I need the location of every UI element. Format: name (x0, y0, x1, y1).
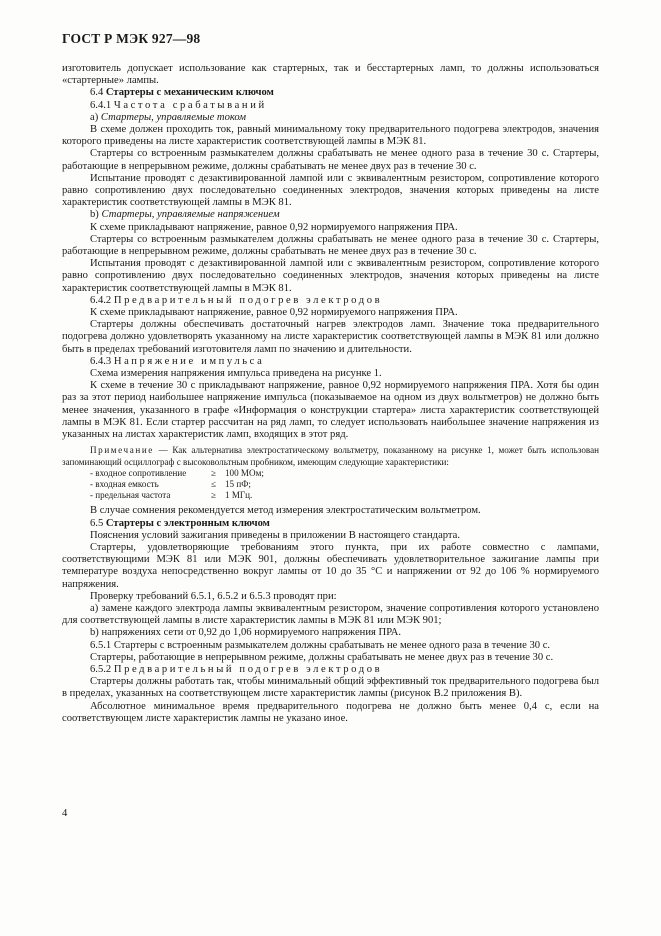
paragraph: К схеме в течение 30 с прикладывают напряжение, равное 0,92 нормируемого напряжения ПРА. Хотя бы один раз за этот период наибольшее напряжение импульса (показываемое на одном из двух вольтметров) не должно быть менее значения, указанного в графе «Информация о конструкции стартера» листа характеристик соответствующей лампы в МЭК 81. Если стартер рассчитан на ряд ламп, то следует использовать наибольшее значение напряжения из указанных на листах характеристик ламп, входящих в этот ряд. (62, 380, 599, 441)
note-paragraph (62, 445, 599, 467)
document-header: ГОСТ Р МЭК 927—98 (62, 31, 201, 46)
paragraph: Стартеры со встроенным размыкателем должны срабатывать не менее одного раза в течение 30 с. Стартеры, работающие в непрерывном режиме, должны срабатывать не менее двух раз в течение 30 с. (62, 233, 599, 258)
paragraph: Стартеры должны обеспечивать достаточный нагрев электродов ламп. Значение тока предварительного подогрева должно удовлетворять указанному на листе характеристик соответствующей лампы в МЭК 81 или должно быть в пределах требований изготовителя ламп по значению и длительности. (62, 319, 599, 355)
spec-list (62, 468, 599, 502)
paragraph: изготовитель допускает использование как стартерных, так и бесстартерных ламп, то должны использоваться «стартерные» лампы. (62, 63, 599, 87)
page-number: 4 (62, 808, 68, 819)
note-label: Примечание (90, 445, 154, 456)
paragraph: Испытание проводят с дезактивированной лампой или с эквивалентным резистором, сопротивление которого равно сопротивлению двух последовательно соединенных электродов, значения которых приведены на листе характеристик соответствующей лампы в МЭК 81. (62, 172, 599, 209)
section-heading-6-4-3: 6.4.3 Напряжение импульса (90, 355, 265, 367)
paragraph: Стартеры со встроенным размыкателем должны срабатывать не менее одного раза в течение 30 с. Стартеры, работающие в непрерывном режиме, должны срабатывать не менее двух раз в течение 30 с. (62, 148, 599, 172)
note-text: — Как альтернатива электростатическому вольтметру, показанному на рисунке 1, может быть использован запоминающий осциллограф с высоковольтным пробником, имеющим следующие характеристики: (62, 445, 599, 467)
paragraph: Проверку требований 6.5.1, 6.5.2 и 6.5.3 проводят при: (90, 590, 337, 602)
paragraph: 6.5.1 Стартеры с встроенным размыкателем должны срабатывать не менее одного раза в течение 30 с. (90, 639, 551, 651)
section-heading-6-4: 6.4 Стартеры с механическим ключом (90, 87, 274, 99)
paragraph: К схеме прикладывают напряжение, равное 0,92 нормируемого напряжения ПРА. (90, 221, 458, 233)
section-heading-6-5: 6.5 Стартеры с электронным ключом (90, 517, 270, 529)
spec-row: - входное сопротивление ≥ 100 МОм; (90, 467, 264, 478)
paragraph: Испытания проводят с дезактивированной лампой или с эквивалентным резистором, сопротивление которого равно сопротивлению двух последовательно соединенных электродов, значения которых приведены на листе характеристик соответствующей лампы в МЭК 81. (62, 258, 599, 294)
paragraph: Стартеры, работающие в непрерывном режиме, должны срабатывать не менее двух раз в течение 30 с. (90, 651, 554, 663)
section-heading-6-5-2: 6.5.2 Предварительный подогрев электродов (90, 663, 383, 675)
paragraph: Стартеры, удовлетворяющие требованиям этого пункта, при их работе совместно с лампами, соответствующими МЭК 81 или МЭК 901, должны обеспечивать удовлетворительное зажигание лампы при температуре воздуха непосредственно вокруг лампы от 10 до 35 °С и напряжении от 92 до 106 % нормируемого напряжения. (62, 541, 599, 590)
paragraph: В случае сомнения рекомендуется метод измерения электростатическим вольтметром. (90, 505, 481, 517)
paragraph: Схема измерения напряжения импульса приведена на рисунке 1. (90, 368, 382, 380)
subheading-a: а) Стартеры, управляемые током (90, 111, 247, 123)
paragraph: К схеме прикладывают напряжение, равное 0,92 нормируемого напряжения ПРА. (90, 307, 458, 319)
paragraph: b) напряжениях сети от 0,92 до 1,06 нормируемого напряжения ПРА. (90, 627, 402, 639)
page-body (62, 63, 599, 725)
paragraph: Пояснения условий зажигания приведены в приложении В настоящего стандарта. (90, 529, 461, 541)
paragraph: В схеме должен проходить ток, равный минимальному току предварительного подогрева электродов, значения которого приведены на листе характеристик соответствующей лампы в МЭК 81. (62, 124, 599, 148)
section-heading-6-4-1: 6.4.1 Частота срабатываний (90, 99, 267, 111)
section-heading-6-4-2: 6.4.2 Предварительный подогрев электродов (90, 294, 383, 306)
paragraph: Стартеры должны работать так, чтобы минимальный общий эффективный ток предварительного подогрева был в пределах, указанных на соответствующем листе характеристик лампы (рисунок В.2 приложения В). (62, 676, 599, 700)
subheading-b: b) Стартеры, управляемые напряжением (90, 209, 280, 221)
spec-row: - входная емкость ≤ 15 пФ; (90, 478, 251, 489)
spec-row: - предельная частота ≥ 1 МГц. (90, 490, 253, 501)
paragraph: а) замене каждого электрода лампы эквивалентным резистором, значение сопротивления которого установлено для соответствующей лампы в листе характеристик лампы в МЭК 81 или МЭК 901; (62, 602, 599, 627)
paragraph: Абсолютное минимальное время предварительного подогрева не должно быть менее 0,4 с, если на соответствующем листе характеристик лампы не указано иное. (62, 700, 599, 724)
